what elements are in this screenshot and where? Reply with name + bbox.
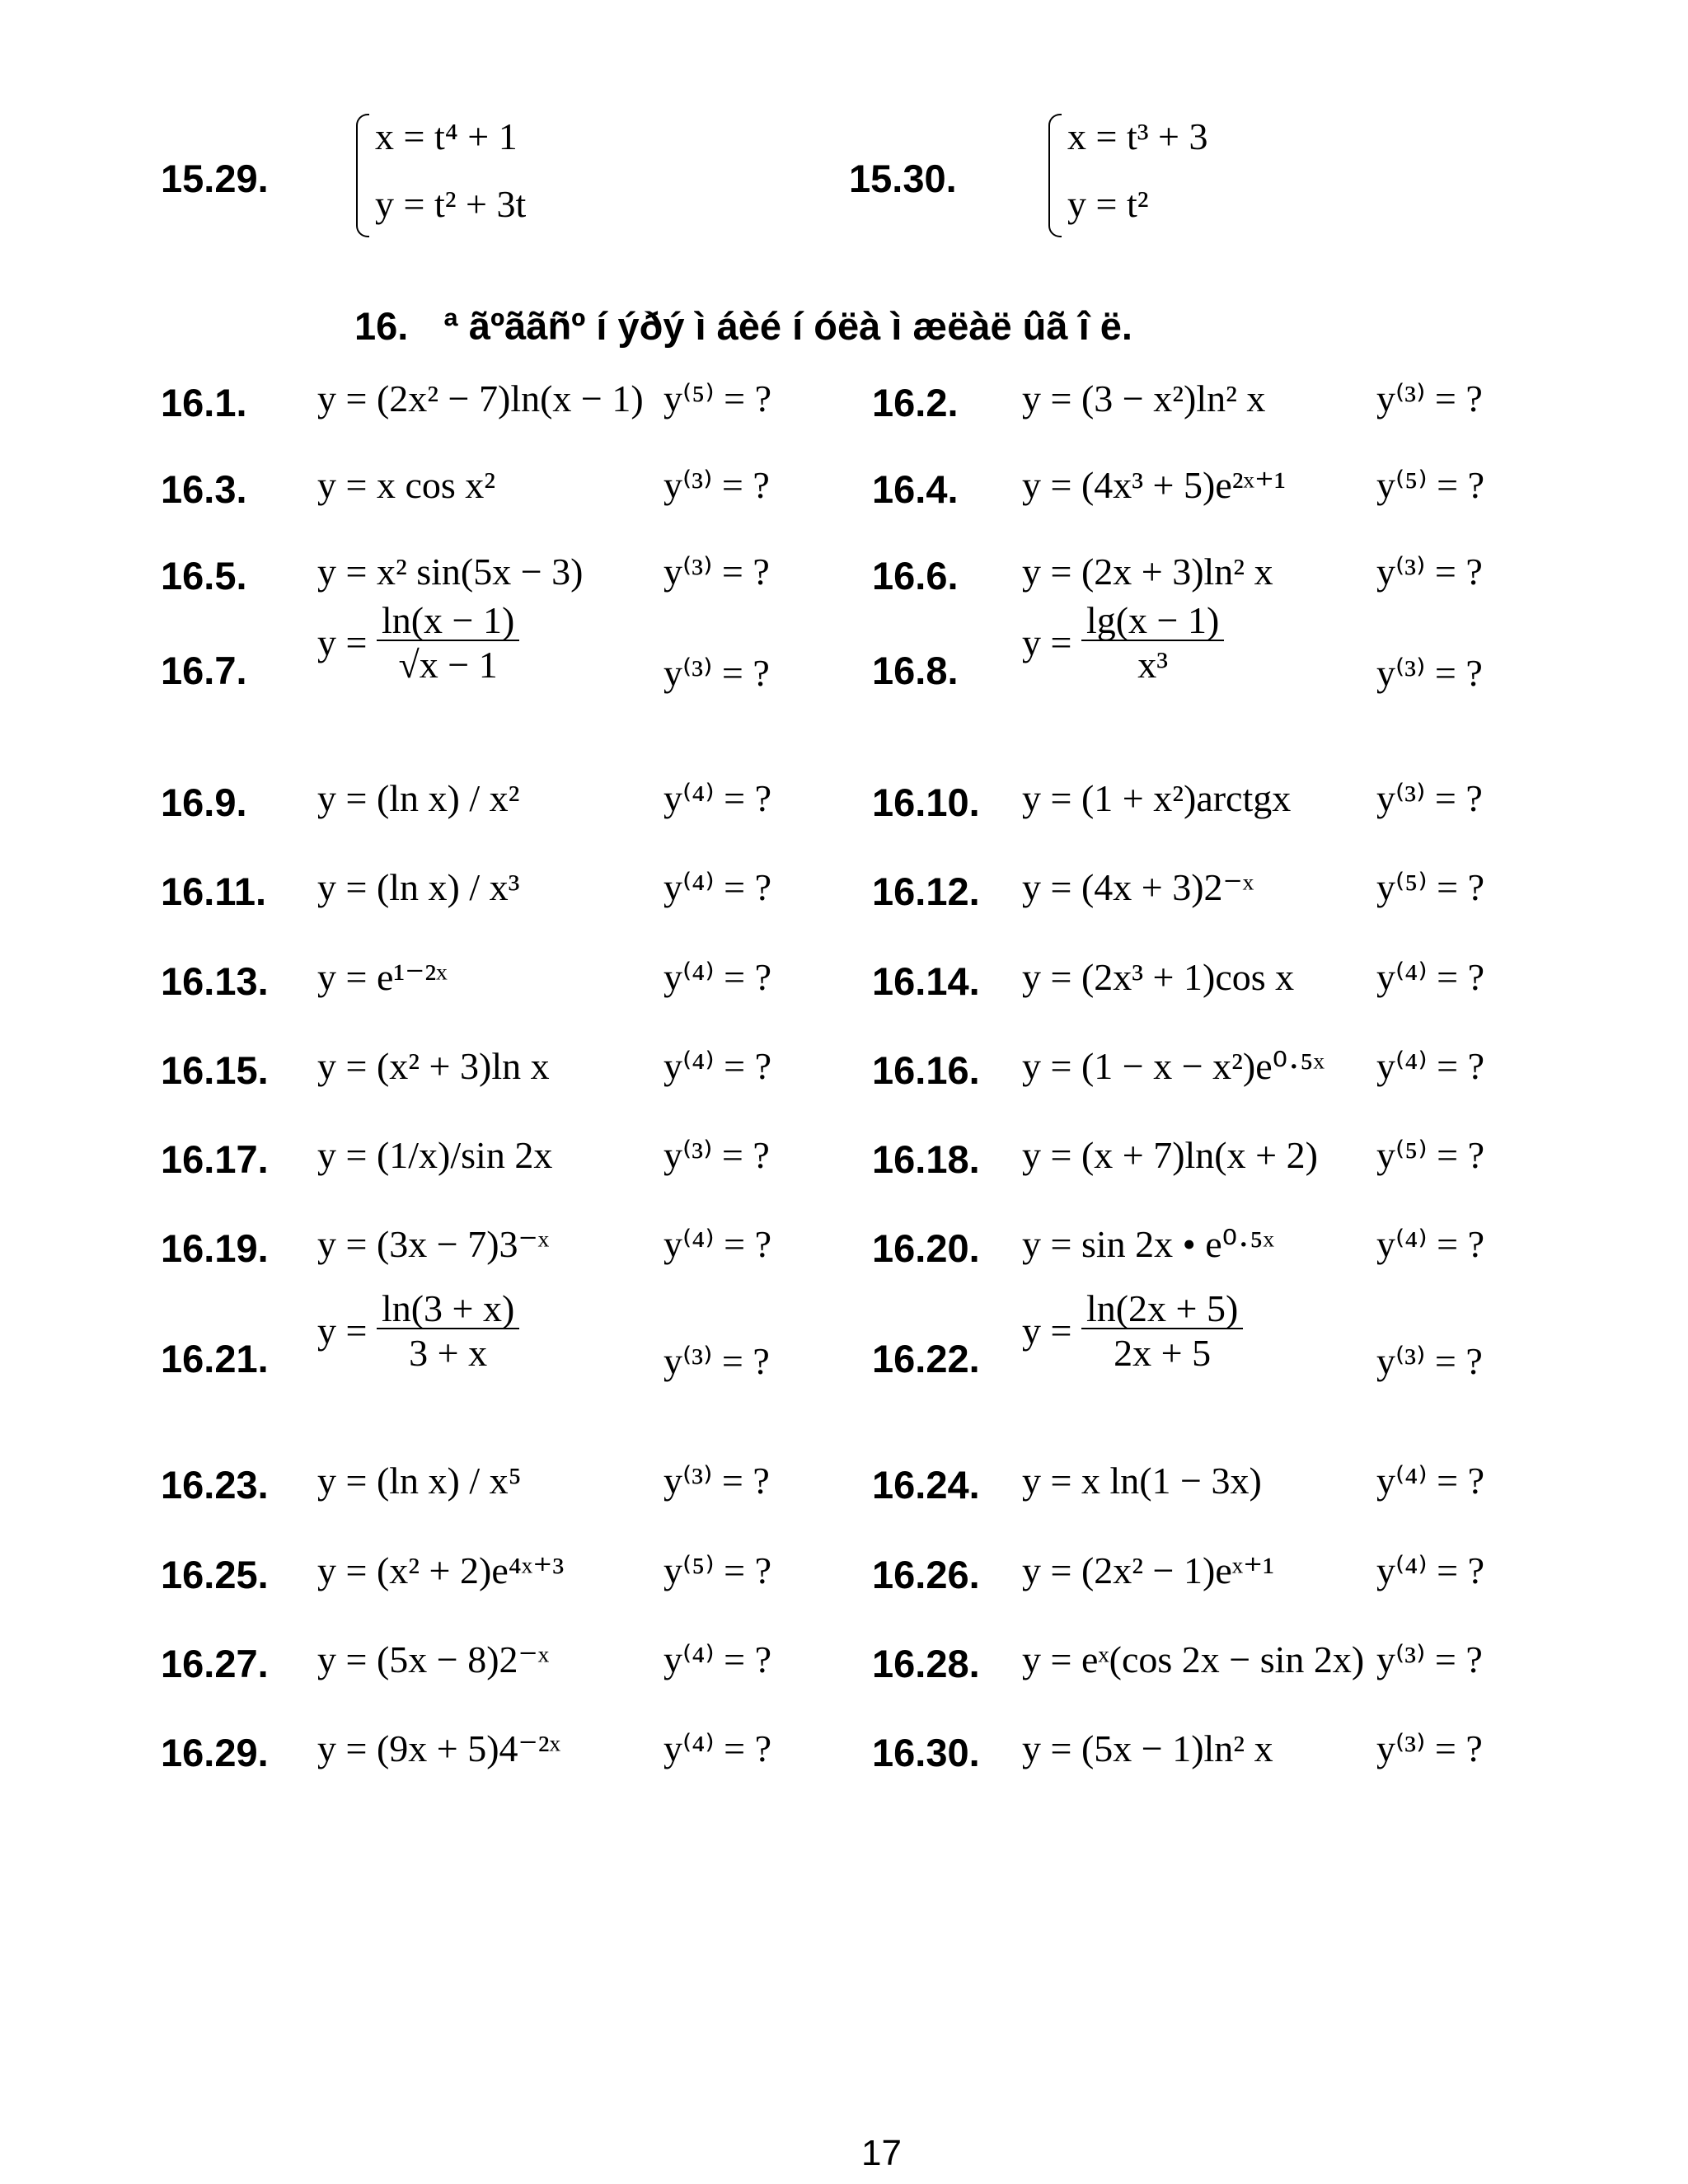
- problem-function: y = (ln x) / x³: [317, 866, 520, 908]
- derivative-order: y⁽³⁾ = ?: [1376, 377, 1483, 419]
- problem-function: y = (1 − x − x²)e⁰·⁵ˣ: [1022, 1045, 1325, 1087]
- problem-number: 15.29.: [161, 157, 269, 200]
- problem-number: 16.23.: [161, 1463, 269, 1507]
- problem-number: 16.18.: [872, 1137, 980, 1181]
- section-heading: [354, 303, 1132, 349]
- derivative-order: y⁽⁵⁾ = ?: [1376, 464, 1484, 506]
- derivative-order: y⁽³⁾ = ?: [1376, 1727, 1483, 1769]
- derivative-order: y⁽³⁾ = ?: [663, 464, 770, 506]
- fraction-numerator: ln(2x + 5): [1085, 1287, 1239, 1329]
- derivative-order: y⁽⁴⁾ = ?: [663, 956, 771, 998]
- problem-function: y = (x² + 2)e⁴ˣ⁺³: [317, 1549, 565, 1591]
- problem-function: [317, 599, 519, 686]
- problem-function: y = x cos x²: [317, 464, 496, 506]
- problem-function: y = (x + 7)ln(x + 2): [1022, 1134, 1318, 1176]
- problem-function: y = sin 2x • e⁰·⁵ˣ: [1022, 1223, 1274, 1265]
- system-equation: y = t²: [1067, 183, 1149, 225]
- problem-number: 16.16.: [872, 1048, 980, 1092]
- problem-number: 16.7.: [161, 649, 247, 692]
- fraction: [377, 1287, 519, 1374]
- function-lhs: y =: [317, 1310, 377, 1352]
- derivative-order: y⁽³⁾ = ?: [663, 551, 770, 593]
- problem-function: y = (2x + 3)ln² x: [1022, 551, 1273, 593]
- problem-number: 16.17.: [161, 1137, 269, 1181]
- fraction-denominator: 2x + 5: [1081, 1328, 1243, 1372]
- problem-number: 16.1.: [161, 381, 247, 424]
- derivative-order: y⁽⁴⁾ = ?: [1376, 1549, 1484, 1591]
- fraction-numerator: ln(3 + x): [381, 1287, 515, 1329]
- problem-function: y = (9x + 5)4⁻²ˣ: [317, 1727, 560, 1769]
- derivative-order: y⁽⁴⁾ = ?: [1376, 1460, 1484, 1502]
- derivative-order: y⁽³⁾ = ?: [663, 1460, 770, 1502]
- problem-number: 16.19.: [161, 1226, 269, 1270]
- derivative-order: y⁽⁵⁾ = ?: [663, 1549, 771, 1591]
- problem-number: 16.22.: [872, 1337, 980, 1380]
- derivative-order: y⁽⁵⁾ = ?: [1376, 1134, 1484, 1176]
- derivative-order: y⁽⁴⁾ = ?: [1376, 956, 1484, 998]
- system-equation: y = t² + 3t: [375, 183, 527, 225]
- problem-number: 16.24.: [872, 1463, 980, 1507]
- problem-number: 15.30.: [849, 157, 957, 200]
- problem-number: 16.4.: [872, 467, 959, 511]
- problem-number: 16.10.: [872, 780, 980, 824]
- fraction: [1081, 1287, 1243, 1374]
- fraction-denominator: x³: [1081, 640, 1224, 684]
- derivative-order: y⁽⁴⁾ = ?: [1376, 1223, 1484, 1265]
- problem-function: y = (5x − 1)ln² x: [1022, 1727, 1273, 1769]
- derivative-order: y⁽⁴⁾ = ?: [1376, 1045, 1484, 1087]
- problem-number: 16.8.: [872, 649, 959, 692]
- problem-number: 16.9.: [161, 780, 247, 824]
- problem-function: y = (1/x)/sin 2x: [317, 1134, 553, 1176]
- derivative-order: y⁽³⁾ = ?: [663, 1340, 770, 1382]
- problem-number: 16.25.: [161, 1553, 269, 1596]
- problem-number: 16.21.: [161, 1337, 269, 1380]
- derivative-order: y⁽³⁾ = ?: [663, 652, 770, 694]
- fraction-denominator: √x − 1: [377, 640, 519, 684]
- problem-function: y = (1 + x²)arctgx: [1022, 777, 1292, 819]
- problem-function: y = x² sin(5x − 3): [317, 551, 584, 593]
- derivative-order: y⁽³⁾ = ?: [1376, 777, 1483, 819]
- derivative-order: y⁽⁵⁾ = ?: [663, 377, 771, 419]
- problem-function: y = e¹⁻²ˣ: [317, 956, 448, 998]
- derivative-order: y⁽⁴⁾ = ?: [663, 1638, 771, 1680]
- problem-function: y = (2x² − 1)eˣ⁺¹: [1022, 1549, 1275, 1591]
- problem-number: 16.12.: [872, 869, 980, 913]
- problem-number: 16.5.: [161, 554, 247, 598]
- problem-number: 16.11.: [161, 869, 267, 913]
- problem-number: 16.26.: [872, 1553, 980, 1596]
- fraction-numerator: lg(x − 1): [1085, 599, 1220, 641]
- problem-number: 16.28.: [872, 1642, 980, 1685]
- system-brace: [1048, 114, 1062, 237]
- function-lhs: y =: [1022, 621, 1081, 663]
- derivative-order: y⁽³⁾ = ?: [1376, 1638, 1483, 1680]
- function-lhs: y =: [317, 621, 377, 663]
- problem-function: y = eˣ(cos 2x − sin 2x): [1022, 1638, 1365, 1680]
- problem-function: y = (3 − x²)ln² x: [1022, 377, 1266, 419]
- problem-function: [317, 1287, 519, 1374]
- derivative-order: y⁽⁴⁾ = ?: [663, 1727, 771, 1769]
- system-equation: x = t³ + 3: [1067, 115, 1208, 157]
- derivative-order: y⁽³⁾ = ?: [1376, 1340, 1483, 1382]
- problem-number: 16.27.: [161, 1642, 269, 1685]
- fraction: [377, 599, 519, 686]
- problem-function: y = (3x − 7)3⁻ˣ: [317, 1223, 550, 1265]
- problem-number: 16.30.: [872, 1731, 980, 1774]
- problem-function: y = (ln x) / x²: [317, 777, 520, 819]
- section-title: ª ãºããñº í ýðý ì áèé í óëà ì æëàë ûã î ë.: [443, 304, 1132, 348]
- problem-function: y = (x² + 3)ln x: [317, 1045, 550, 1087]
- derivative-order: y⁽³⁾ = ?: [663, 1134, 770, 1176]
- derivative-order: y⁽⁴⁾ = ?: [663, 777, 771, 819]
- problem-number: 16.13.: [161, 959, 269, 1003]
- problem-function: y = (4x³ + 5)e²ˣ⁺¹: [1022, 464, 1286, 506]
- problem-number: 16.20.: [872, 1226, 980, 1270]
- problem-function: y = (2x² − 7)ln(x − 1): [317, 377, 644, 419]
- system-equation: x = t⁴ + 1: [375, 115, 518, 157]
- system-brace: [356, 114, 369, 237]
- function-lhs: y =: [1022, 1310, 1081, 1352]
- section-number: 16.: [354, 304, 409, 348]
- derivative-order: y⁽⁴⁾ = ?: [663, 1223, 771, 1265]
- problem-number: 16.3.: [161, 467, 247, 511]
- problem-function: y = (5x − 8)2⁻ˣ: [317, 1638, 550, 1680]
- problem-number: 16.6.: [872, 554, 959, 598]
- problem-function: y = x ln(1 − 3x): [1022, 1460, 1262, 1502]
- derivative-order: y⁽⁴⁾ = ?: [663, 1045, 771, 1087]
- problem-number: 16.2.: [872, 381, 959, 424]
- derivative-order: y⁽⁴⁾ = ?: [663, 866, 771, 908]
- fraction-numerator: ln(x − 1): [381, 599, 515, 641]
- problem-number: 16.29.: [161, 1731, 269, 1774]
- derivative-order: y⁽³⁾ = ?: [1376, 551, 1483, 593]
- derivative-order: y⁽³⁾ = ?: [1376, 652, 1483, 694]
- problem-function: y = (ln x) / x⁵: [317, 1460, 522, 1502]
- problem-function: y = (2x³ + 1)cos x: [1022, 956, 1295, 998]
- page-number: 17: [861, 2133, 902, 2173]
- fraction: [1081, 599, 1224, 686]
- problem-function: [1022, 1287, 1243, 1374]
- fraction-denominator: 3 + x: [377, 1328, 519, 1372]
- problem-number: 16.14.: [872, 959, 980, 1003]
- problem-function: y = (4x + 3)2⁻ˣ: [1022, 866, 1254, 908]
- derivative-order: y⁽⁵⁾ = ?: [1376, 866, 1484, 908]
- problem-function: [1022, 599, 1224, 686]
- problem-number: 16.15.: [161, 1048, 269, 1092]
